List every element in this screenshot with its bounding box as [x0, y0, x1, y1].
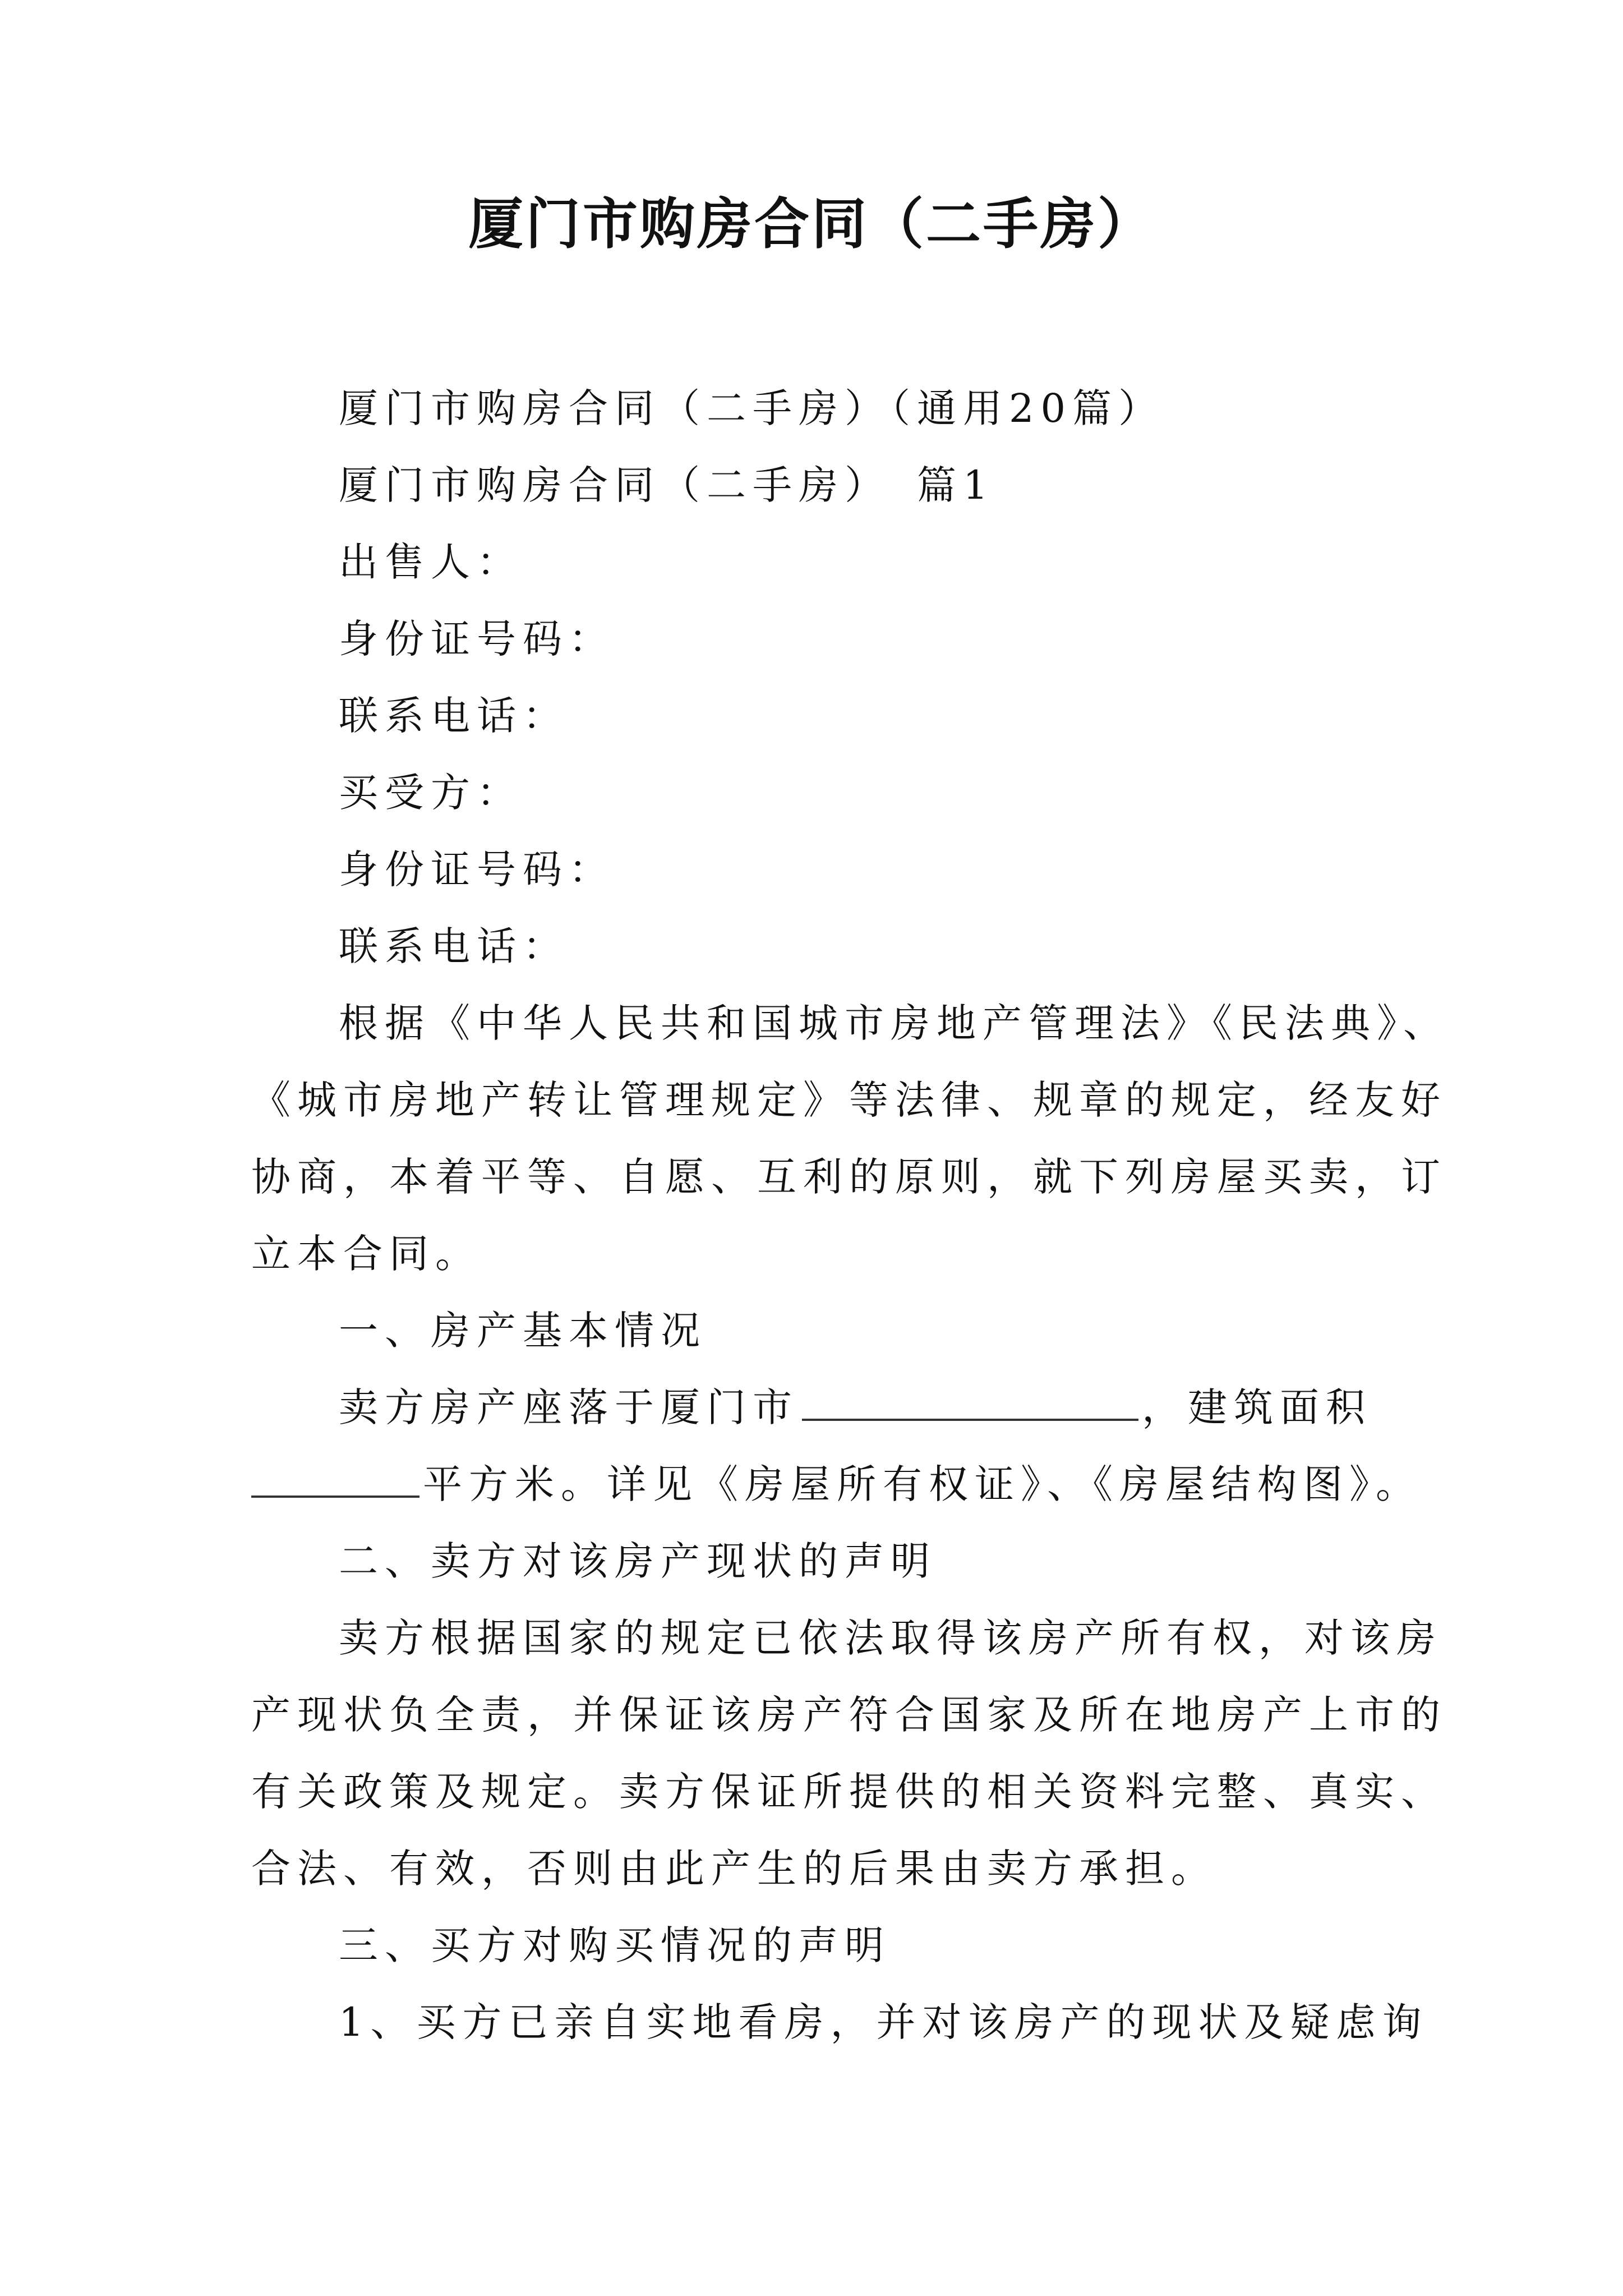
seller-id-label: 身份证号码： — [339, 616, 615, 662]
paragraph-line: 协商，本着平等、自愿、互利的原则，就下列房屋买卖，订 — [251, 1154, 1447, 1200]
clause-heading: 一、房产基本情况 — [339, 1308, 707, 1354]
address-label: 卖方房产座落于厦门市 — [339, 1384, 799, 1430]
paragraph-line — [251, 1446, 1422, 1523]
address-blank — [802, 1379, 1138, 1421]
document-body — [251, 370, 1449, 2061]
subtitle-line: 厦门市购房合同（二手房）（通用20篇） — [339, 385, 1165, 431]
paragraph-line: 根据《中华人民共和国城市房地产管理法》《民法典》、 — [339, 1000, 1449, 1046]
buyer-phone-label: 联系电话： — [339, 923, 569, 969]
paragraph-line: 卖方根据国家的规定已依法取得该房产所有权，对该房 — [339, 1615, 1442, 1661]
paragraph-line — [251, 1369, 1393, 1446]
paragraph-line: 1、买方已亲自实地看房，并对该房产的现状及疑虑询 — [339, 1999, 1428, 2045]
clause-heading: 二、卖方对该房产现状的声明 — [339, 1538, 937, 1584]
paragraph-line: 合法、有效，否则由此产生的后果由卖方承担。 — [251, 1846, 1217, 1892]
clause-heading: 三、买方对购买情况的声明 — [339, 1922, 891, 1968]
seller-phone-label: 联系电话： — [339, 693, 569, 739]
paragraph-line: 有关政策及规定。卖方保证所提供的相关资料完整、真实、 — [251, 1769, 1447, 1815]
area-unit-text: 平方米。详见《房屋所有权证》、《房屋结构图》。 — [423, 1461, 1422, 1507]
buyer-id-label: 身份证号码： — [339, 846, 615, 892]
section-heading: 厦门市购房合同（二手房） 篇1 — [339, 462, 995, 508]
seller-label: 出售人： — [339, 539, 523, 585]
buyer-label: 买受方： — [339, 770, 523, 816]
paragraph-line: 立本合同。 — [251, 1231, 481, 1277]
paragraph-line: 《城市房地产转让管理规定》等法律、规章的规定，经友好 — [251, 1077, 1447, 1123]
area-blank — [251, 1456, 419, 1498]
area-label: ，建筑面积 — [1142, 1384, 1372, 1430]
paragraph-line: 产现状负全责，并保证该房产符合国家及所在地房产上市的 — [251, 1692, 1447, 1738]
page-title: 厦门市购房合同（二手房） — [468, 192, 1155, 256]
